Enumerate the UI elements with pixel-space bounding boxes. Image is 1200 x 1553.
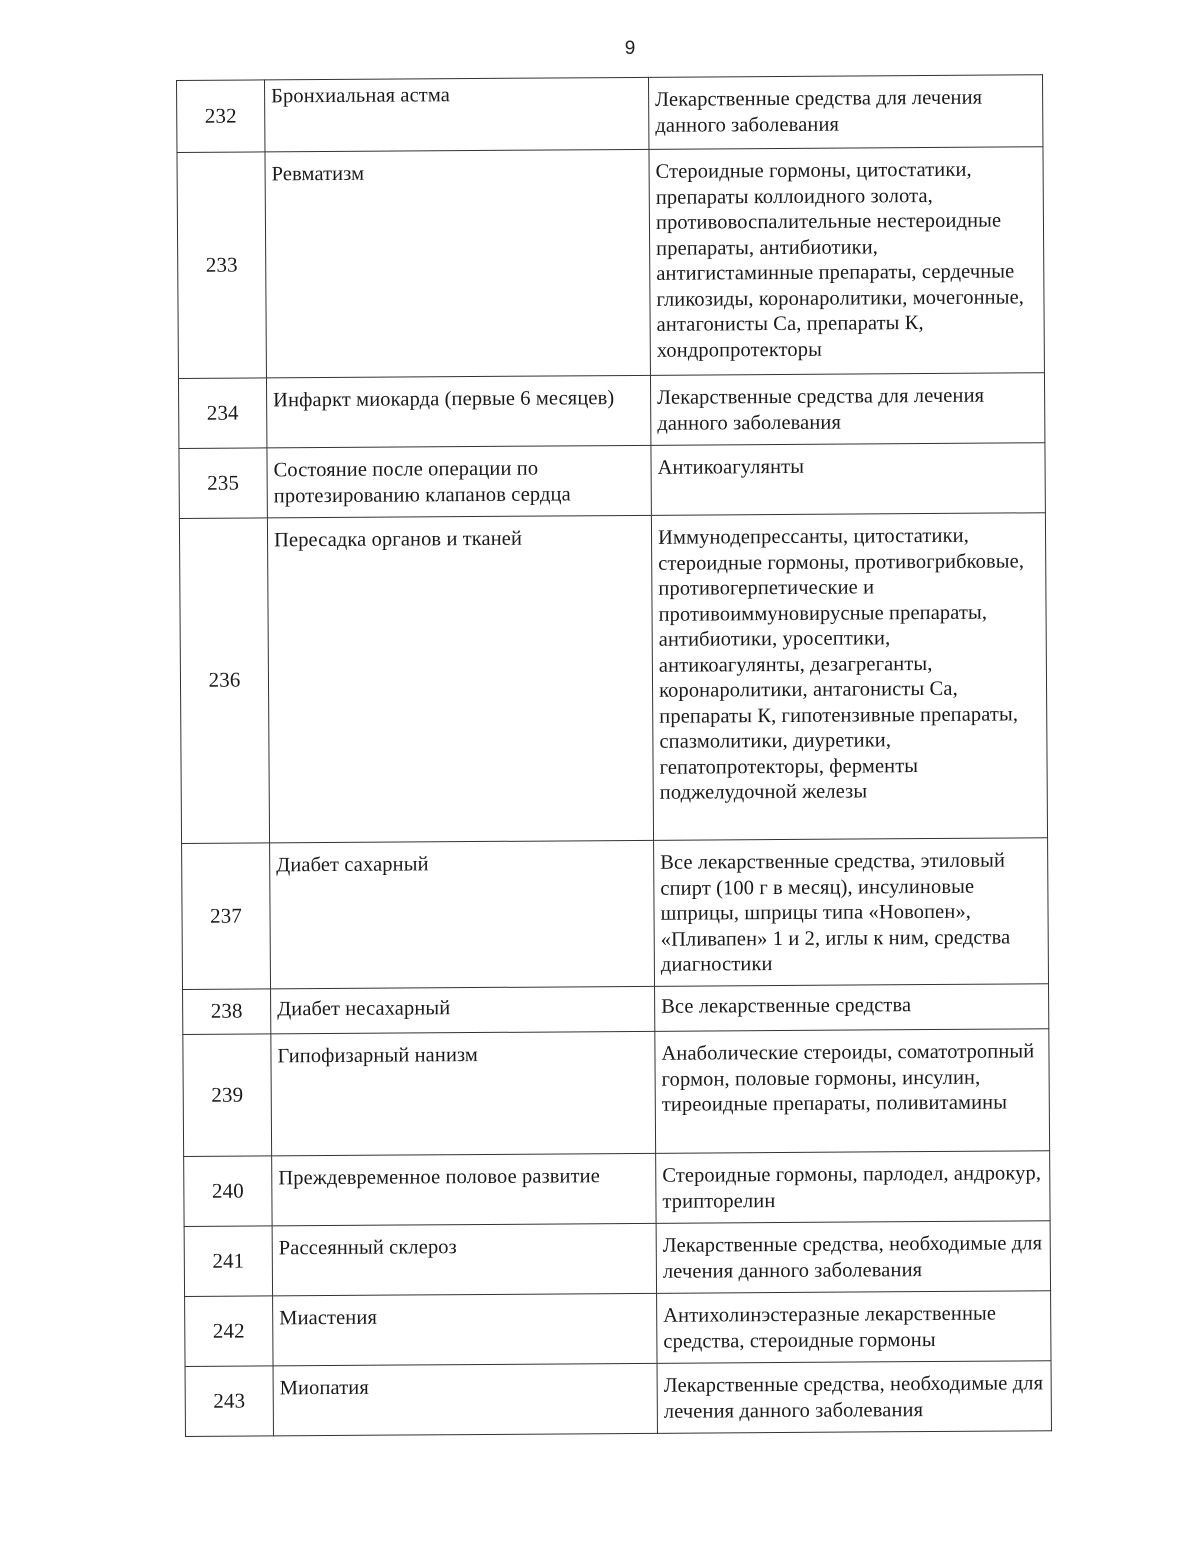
- drugs-cell: Все лекарственные средства, этиловый спирт (100 г в месяц), инсулиновые шприцы, шприцы типа «Новопен», «Пливапен» 1 и 2, иглы к ним, средства диагностики: [654, 838, 1049, 987]
- table-row: [183, 984, 1049, 1035]
- drugs-cell: Стероидные гормоны, парлодел, андрокур, трипторелин: [656, 1151, 1050, 1224]
- row-number: 243: [185, 1366, 273, 1437]
- row-number: 232: [177, 80, 265, 153]
- table-row: [179, 513, 1047, 844]
- disease-cell: Преждевременное половое развитие: [272, 1153, 656, 1226]
- table-row: [185, 1291, 1051, 1367]
- table-row: [178, 373, 1044, 449]
- conditions-table: [176, 74, 1052, 1437]
- disease-cell: Диабет сахарный: [270, 840, 655, 989]
- disease-cell: Состояние после операции по протезированию клапанов сердца: [267, 445, 651, 518]
- drugs-cell: Антихолинэстеразные лекарственные средства, стероидные гормоны: [657, 1291, 1051, 1364]
- drugs-cell: Лекарственные средства, необходимые для лечения данного заболевания: [656, 1221, 1050, 1294]
- table-row: [182, 838, 1049, 990]
- table-row: [177, 75, 1043, 153]
- drugs-cell: Анаболические стероиды, соматотропный гормон, половые гормоны, инсулин, тиреоидные препараты, поливитамины: [655, 1029, 1050, 1154]
- page-number: 9: [624, 38, 636, 59]
- disease-cell: Пересадка органов и тканей: [267, 515, 653, 843]
- row-number: 235: [179, 448, 267, 519]
- disease-cell: Инфаркт миокарда (первые 6 месяцев): [266, 375, 650, 448]
- row-number: 242: [185, 1296, 273, 1367]
- drugs-cell: Антикоагулянты: [651, 443, 1045, 516]
- table-row: [183, 1029, 1050, 1157]
- disease-cell: Бронхиальная астма: [265, 77, 649, 152]
- row-number: 233: [177, 152, 266, 379]
- table-row: [177, 147, 1044, 379]
- disease-cell: Гипофизарный нанизм: [271, 1031, 656, 1156]
- table-row: [185, 1361, 1051, 1437]
- row-number: 241: [184, 1226, 272, 1297]
- row-number: 239: [183, 1034, 272, 1157]
- row-number: 240: [184, 1156, 272, 1227]
- disease-cell: Миастения: [273, 1293, 657, 1366]
- table-row: [179, 443, 1045, 519]
- disease-cell: Миопатия: [273, 1363, 657, 1436]
- drugs-cell: Стероидные гормоны, цитостатики, препараты коллоидного золота, противовоспалительные нестероидные препараты, антибиотики, антигистаминные препараты, сердечные гликозиды, коронаролитики, мочегонные, антагонисты Са, препараты К, хондропротекторы: [649, 147, 1044, 376]
- row-number: 238: [183, 989, 271, 1035]
- disease-cell: Ревматизм: [265, 149, 650, 378]
- table-row: [184, 1221, 1050, 1297]
- row-number: 234: [178, 378, 266, 449]
- drugs-cell: Иммунодепрессанты, цитостатики, стероидные гормоны, противогрибковые, противогерпетические и противоиммуновирусные препараты, антибиотики, уросептики, антикоагулянты, дезагреганты, коронаролитики, антагонисты Са, препараты К, гипотензивные препараты, спазмолитики, диуретики, гепатопротекторы, ферменты поджелудочной железы: [651, 513, 1047, 841]
- drugs-cell: Все лекарственные средства: [655, 984, 1049, 1032]
- drugs-cell: Лекарственные средства для лечения данного заболевания: [648, 75, 1042, 150]
- disease-cell: Диабет несахарный: [271, 986, 655, 1034]
- drugs-cell: Лекарственные средства для лечения данного заболевания: [650, 373, 1044, 446]
- disease-cell: Рассеянный склероз: [272, 1223, 656, 1296]
- drugs-cell: Лекарственные средства, необходимые для лечения данного заболевания: [657, 1361, 1051, 1434]
- row-number: 237: [182, 843, 271, 990]
- table-row: [184, 1151, 1050, 1227]
- row-number: 236: [179, 518, 269, 844]
